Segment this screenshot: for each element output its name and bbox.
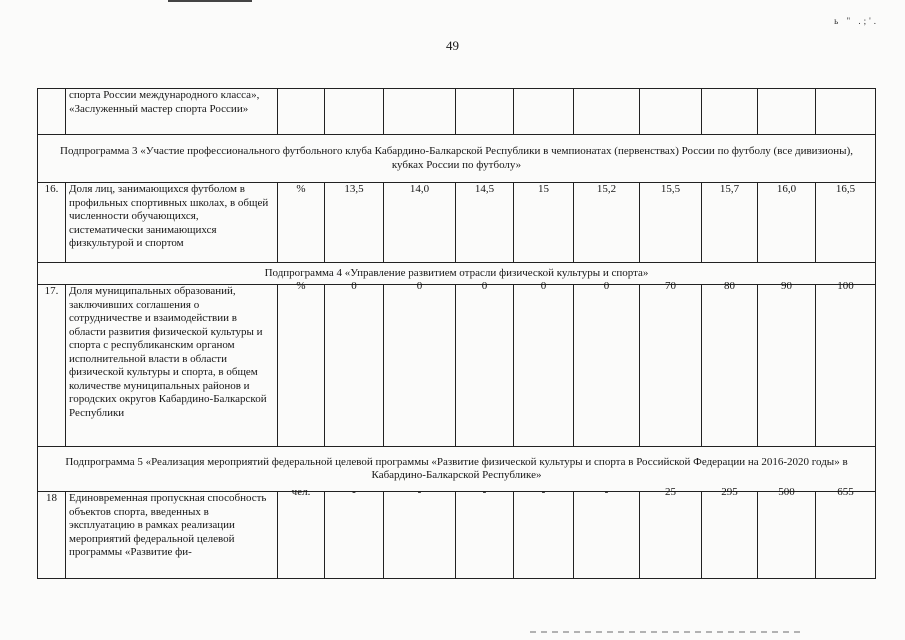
indicator-row <box>38 285 876 447</box>
indicator-value-year-6: 15,5 <box>640 183 702 263</box>
indicator-value-year-3 <box>456 89 514 135</box>
indicator-value-year-1: - <box>325 486 384 573</box>
indicator-value-year-4: - <box>514 486 574 573</box>
indicator-value-year-8 <box>758 89 816 135</box>
indicator-label: Доля муниципальных образований, заключивших соглашения о сотрудничестве и взаимодействии в области развития физической культуры и спорта с республиканским органом исполнительной власти в области физической культуры и спорта, в общем количестве муниципальных районов и городских округов Кабардино-Балкарской Республики <box>66 285 278 447</box>
indicator-unit: чел. <box>278 486 325 573</box>
indicator-value-year-9: 100 <box>816 280 876 442</box>
indicator-value-year-2: 14,0 <box>384 183 456 263</box>
indicator-table <box>37 88 876 579</box>
indicator-row <box>38 492 876 579</box>
indicator-value-year-5: 0 <box>574 280 640 442</box>
indicator-number: 16. <box>38 183 66 263</box>
indicator-value-year-2: 0 <box>384 280 456 442</box>
subprogram-title: Подпрограмма 5 «Реализация мероприятий федеральной целевой программы «Развитие физической культуры и спорта в Российской Федерации на 2016-2020 годы» в Кабардино-Балкарской Республике» <box>38 447 876 492</box>
indicator-row <box>38 183 876 263</box>
indicator-value-year-4 <box>514 89 574 135</box>
indicator-unit <box>278 89 325 135</box>
indicator-number: 17. <box>38 285 66 447</box>
indicator-value-year-7: 295 <box>702 486 758 573</box>
indicator-value-year-5 <box>574 89 640 135</box>
indicator-label: спорта России международного класса», «Заслуженный мастер спорта России» <box>66 89 278 135</box>
indicator-value-year-2: - <box>384 486 456 573</box>
indicator-value-year-3: - <box>456 486 514 573</box>
scan-mark-bottom <box>530 631 800 633</box>
indicator-value-year-6: 70 <box>640 280 702 442</box>
indicator-value-year-7: 80 <box>702 280 758 442</box>
indicator-value-year-6: 25 <box>640 486 702 573</box>
indicator-unit: % <box>278 183 325 263</box>
indicator-value-year-9 <box>816 89 876 135</box>
indicator-value-year-3: 14,5 <box>456 183 514 263</box>
indicator-value-year-7: 15,7 <box>702 183 758 263</box>
indicator-unit: % <box>278 280 325 442</box>
indicator-value-year-9: 655 <box>816 486 876 573</box>
subprogram-title: Подпрограмма 3 «Участие профессионального футбольного клуба Кабардино-Балкарской Республики в чемпионатах (первенствах) России по футболу (все дивизионы), кубках России по футболу» <box>38 135 876 183</box>
indicator-label: Единовременная пропускная способность объектов спорта, введенных в эксплуатацию в рамках реализации мероприятий федеральной целевой программы «Развитие фи- <box>66 492 278 579</box>
indicator-value-year-4: 0 <box>514 280 574 442</box>
subprogram-row <box>38 135 876 183</box>
indicator-value-year-8: 90 <box>758 280 816 442</box>
scan-mark-top <box>168 0 252 2</box>
indicator-number <box>38 89 66 135</box>
subprogram-title: Подпрограмма 4 «Управление развитием отрасли физической культуры и спорта» <box>38 263 876 285</box>
indicator-value-year-5: - <box>574 486 640 573</box>
indicator-row <box>38 89 876 135</box>
indicator-value-year-6 <box>640 89 702 135</box>
indicator-label: Доля лиц, занимающихся футболом в профильных спортивных школах, в общей численности обучающихся, систематически занимающихся физкультурой и спортом <box>66 183 278 263</box>
indicator-value-year-1 <box>325 89 384 135</box>
indicator-value-year-7 <box>702 89 758 135</box>
indicator-value-year-1: 13,5 <box>325 183 384 263</box>
indicator-value-year-9: 16,5 <box>816 183 876 263</box>
indicator-value-year-8: 16,0 <box>758 183 816 263</box>
indicator-value-year-2 <box>384 89 456 135</box>
indicator-value-year-8: 500 <box>758 486 816 573</box>
page-number: 49 <box>446 38 459 53</box>
indicator-number: 18 <box>38 492 66 579</box>
indicator-value-year-4: 15 <box>514 183 574 263</box>
indicator-value-year-3: 0 <box>456 280 514 442</box>
indicator-value-year-1: 0 <box>325 280 384 442</box>
scan-noise-mark: ь " .;'. <box>834 16 879 26</box>
indicator-value-year-5: 15,2 <box>574 183 640 263</box>
